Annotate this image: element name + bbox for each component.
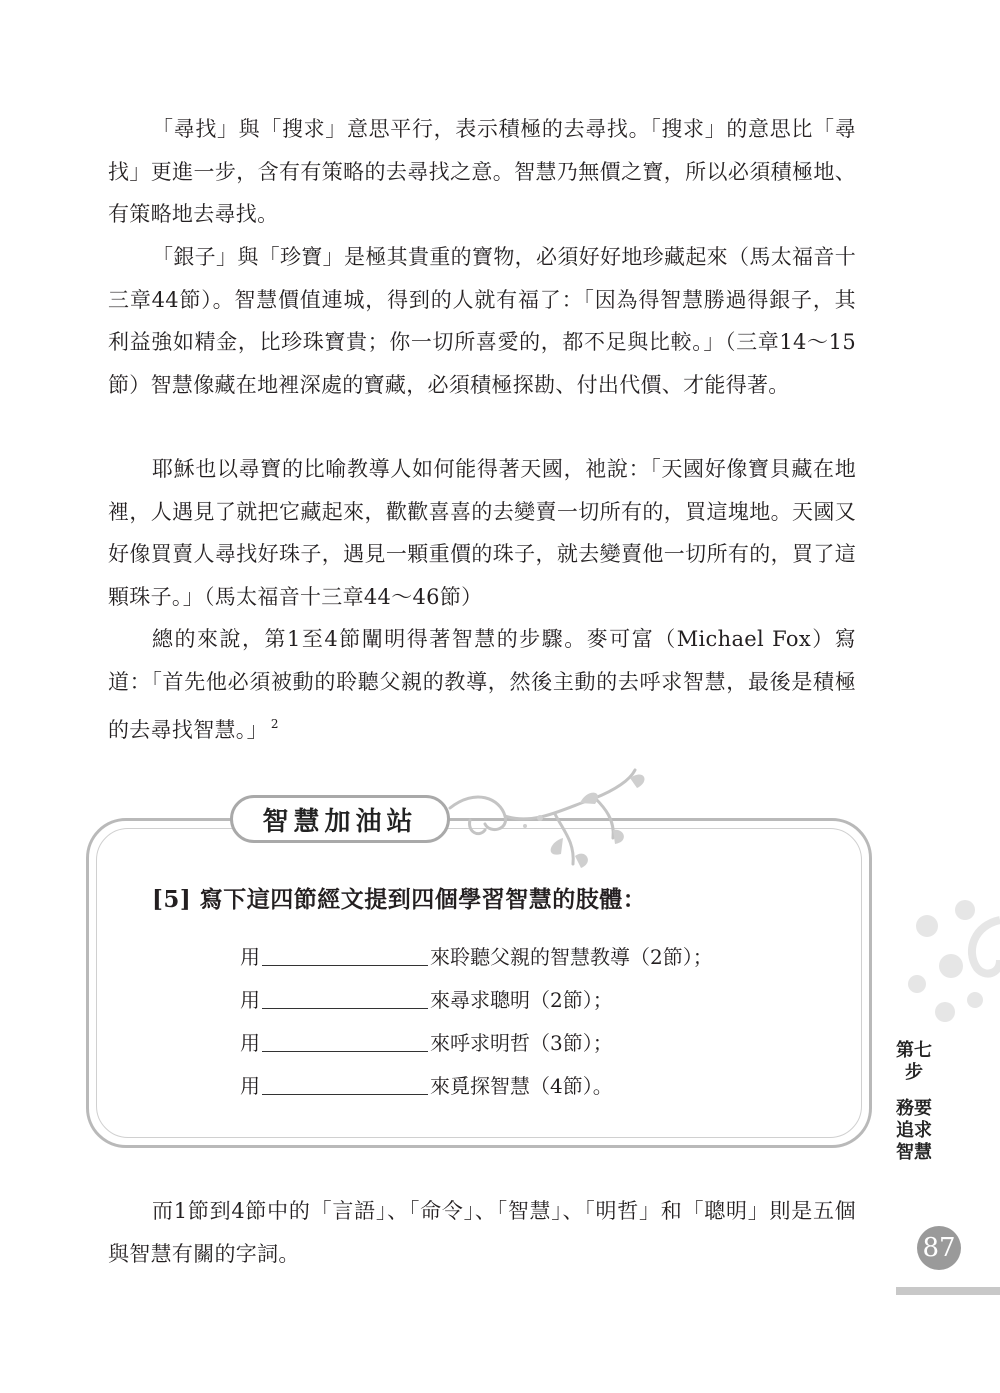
paragraph-4 <box>108 618 856 752</box>
page-number: 87 <box>917 1226 961 1270</box>
row-prefix: 用 <box>240 1031 260 1055</box>
decorative-circles-icon <box>905 880 1000 1050</box>
answer-blank-3[interactable] <box>262 1029 428 1052</box>
row-suffix: 來尋求聰明（2節）； <box>430 988 613 1012</box>
row-suffix: 來聆聽父親的智慧教導（2節）； <box>430 945 713 969</box>
row-prefix: 用 <box>240 988 260 1012</box>
chapter-title: 務要追求智慧 <box>896 1098 932 1163</box>
fill-blank-row-4 <box>240 1069 613 1099</box>
question-title: [5] 寫下這四節經文提到四個學習智慧的肢體： <box>152 886 647 913</box>
wisdom-station-title: 智慧加油站 <box>230 795 450 843</box>
answer-blank-2[interactable] <box>262 986 428 1009</box>
answer-blank-4[interactable] <box>262 1072 428 1095</box>
row-suffix: 來呼求明哲（3節）； <box>430 1031 613 1055</box>
answer-blank-1[interactable] <box>262 943 428 966</box>
closing-paragraph: 而1節到4節中的「言語」、「命令」、「智慧」、「明哲」和「聰明」則是五個與智慧有關的字詞。 <box>108 1199 856 1266</box>
fill-blank-row-1 <box>240 940 713 970</box>
paragraph-1: 「尋找」與「搜求」意思平行，表示積極的去尋找。「搜求」的意思比「尋找」更進一步，含有有策略的去尋找之意。智慧乃無價之寶，所以必須積極地、有策略地去尋找。 <box>108 117 856 227</box>
page-edge-bar <box>896 1287 1000 1295</box>
footnote-marker: 2 <box>270 717 279 732</box>
row-prefix: 用 <box>240 1074 260 1098</box>
floral-ornament-icon <box>445 768 655 878</box>
paragraph-4-text: 總的來說，第1至4節闡明得著智慧的步驟。麥可富（Michael Fox）寫道：「首先他必須被動的聆聽父親的教導，然後主動的去呼求智慧，最後是積極的去尋找智慧。」 <box>108 627 856 743</box>
fill-blank-row-3 <box>240 1026 613 1056</box>
paragraph-3: 耶穌也以尋寶的比喻教導人如何能得著天國，祂說：「天國好像寶貝藏在地裡，人遇見了就把它藏起來，歡歡喜喜的去變賣一切所有的，買這塊地。天國又好像買賣人尋找好珠子，遇見一顆重價的珠子，就去變賣他一切所有的，買了這顆珠子。」（馬太福音十三章44～46節） <box>108 457 856 609</box>
chapter-number: 第七步 <box>896 1040 932 1083</box>
fill-blank-row-2 <box>240 983 613 1013</box>
paragraph-2: 「銀子」與「珍寶」是極其貴重的寶物，必須好好地珍藏起來（馬太福音十三章44節）。智慧價值連城，得到的人就有福了：「因為得智慧勝過得銀子，其利益強如精金，比珍珠寶貴；你一切所喜愛的，都不足與比較。」（三章14～15節）智慧像藏在地裡深處的寶藏，必須積極探勘、付出代價、才能得著。 <box>108 245 856 397</box>
row-prefix: 用 <box>240 945 260 969</box>
chapter-sidebar <box>896 1040 932 1164</box>
row-suffix: 來覓探智慧（4節）。 <box>430 1074 613 1098</box>
